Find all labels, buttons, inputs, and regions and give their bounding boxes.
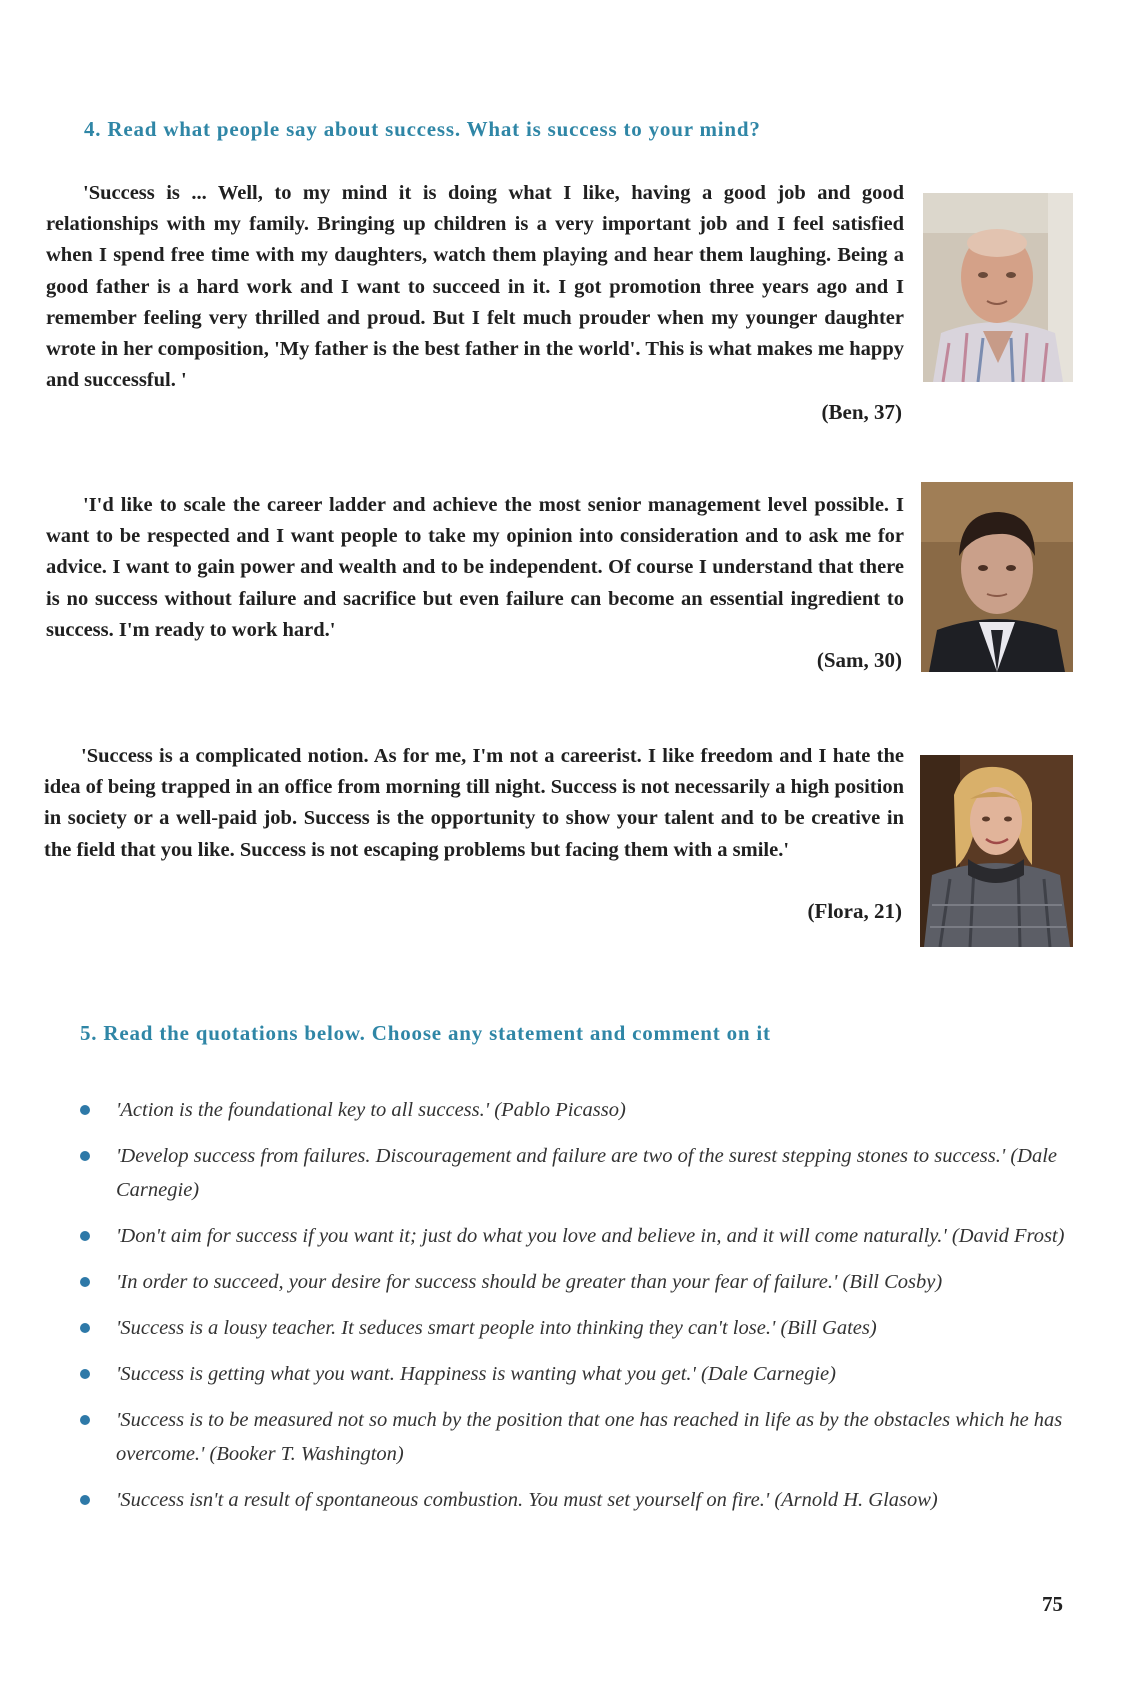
testimonial-ben-text [46,178,904,396]
quote-text: 'Don't aim for success if you want it; just do what you love and believe in, and it will come naturally.' (David Frost) [116,1225,1065,1247]
bullet-icon [80,1495,90,1505]
task-4-heading: 4. Read what people say about success. What is success to your mind? [84,117,761,141]
testimonial-paragraph: 'Success is a complicated notion. As for me, I'm not a careerist. I like freedom and I hate the idea of being trapped in an office from morning till night. Success is not necessarily a high position in society or a well-paid job. Success is the opportunity to show your talent and to be creative in the field that you like. Success is not escaping problems but facing them with a smile.' [44,745,904,861]
quote-text: 'Success is to be measured not so much by the position that one has reached in life as by the obstacles which he has overcome.' (Booker T. Washington) [116,1409,1063,1465]
list-item [80,1357,1070,1391]
quote-text: 'Success isn't a result of spontaneous combustion. You must set yourself on fire.' (Arnold H. Glasow) [116,1489,938,1511]
bullet-icon [80,1415,90,1425]
bullet-icon [80,1151,90,1161]
bullet-icon [80,1323,90,1333]
list-item [80,1093,1070,1127]
list-item [80,1483,1070,1517]
testimonial-flora-text [44,741,904,866]
testimonial-flora-author: (Flora, 21) [807,899,902,923]
quote-text: 'In order to succeed, your desire for success should be greater than your fear of failure.' (Bill Cosby) [116,1271,943,1293]
quotes-list [80,1093,1070,1529]
sam-photo [921,482,1073,672]
flora-photo [920,755,1073,947]
page-number: 75 [1042,1592,1063,1616]
list-item [80,1219,1070,1253]
quote-text: 'Action is the foundational key to all success.' (Pablo Picasso) [116,1099,626,1121]
quote-text: 'Develop success from failures. Discouragement and failure are two of the surest stepping stones to success.' (Dale Carnegie) [116,1145,1058,1201]
task-5-heading: 5. Read the quotations below. Choose any statement and comment on it [80,1021,771,1045]
testimonial-ben-author: (Ben, 37) [821,400,902,424]
list-item [80,1139,1070,1207]
list-item [80,1265,1070,1299]
bullet-icon [80,1105,90,1115]
ben-photo [923,193,1073,382]
list-item [80,1403,1070,1471]
bullet-icon [80,1231,90,1241]
quote-text: 'Success is a lousy teacher. It seduces smart people into thinking they can't lose.' (Bill Gates) [116,1317,877,1339]
quote-text: 'Success is getting what you want. Happiness is wanting what you get.' (Dale Carnegie) [116,1363,836,1385]
testimonial-sam-author: (Sam, 30) [816,648,902,672]
bullet-icon [80,1369,90,1379]
testimonial-paragraph: 'I'd like to scale the career ladder and achieve the most senior management level possible. I want to be respected and I want people to take my opinion into consideration and to ask me for advice. I want to gain power and wealth and to be independent. Of course I understand that there is no success without failure and sacrifice but even failure can become an essential ingredient to success. I'm ready to work hard.' [46,494,904,641]
list-item [80,1311,1070,1345]
testimonial-paragraph: 'Success is ... Well, to my mind it is doing what I like, having a good job and good relationships with my family. Bringing up children is a very important job and I feel satisfied when I spend free time with my daughters, watch them playing and hear them laughing. Being a good father is a hard work and I want to succeed in it. I got promotion three years ago and I remember feeling very thrilled and proud. But I felt much prouder when my younger daughter wrote in her composition, 'My father is the best father in the world'. This is what makes me happy and successful. ' [46,182,904,392]
testimonial-sam-text [46,490,904,646]
bullet-icon [80,1277,90,1287]
